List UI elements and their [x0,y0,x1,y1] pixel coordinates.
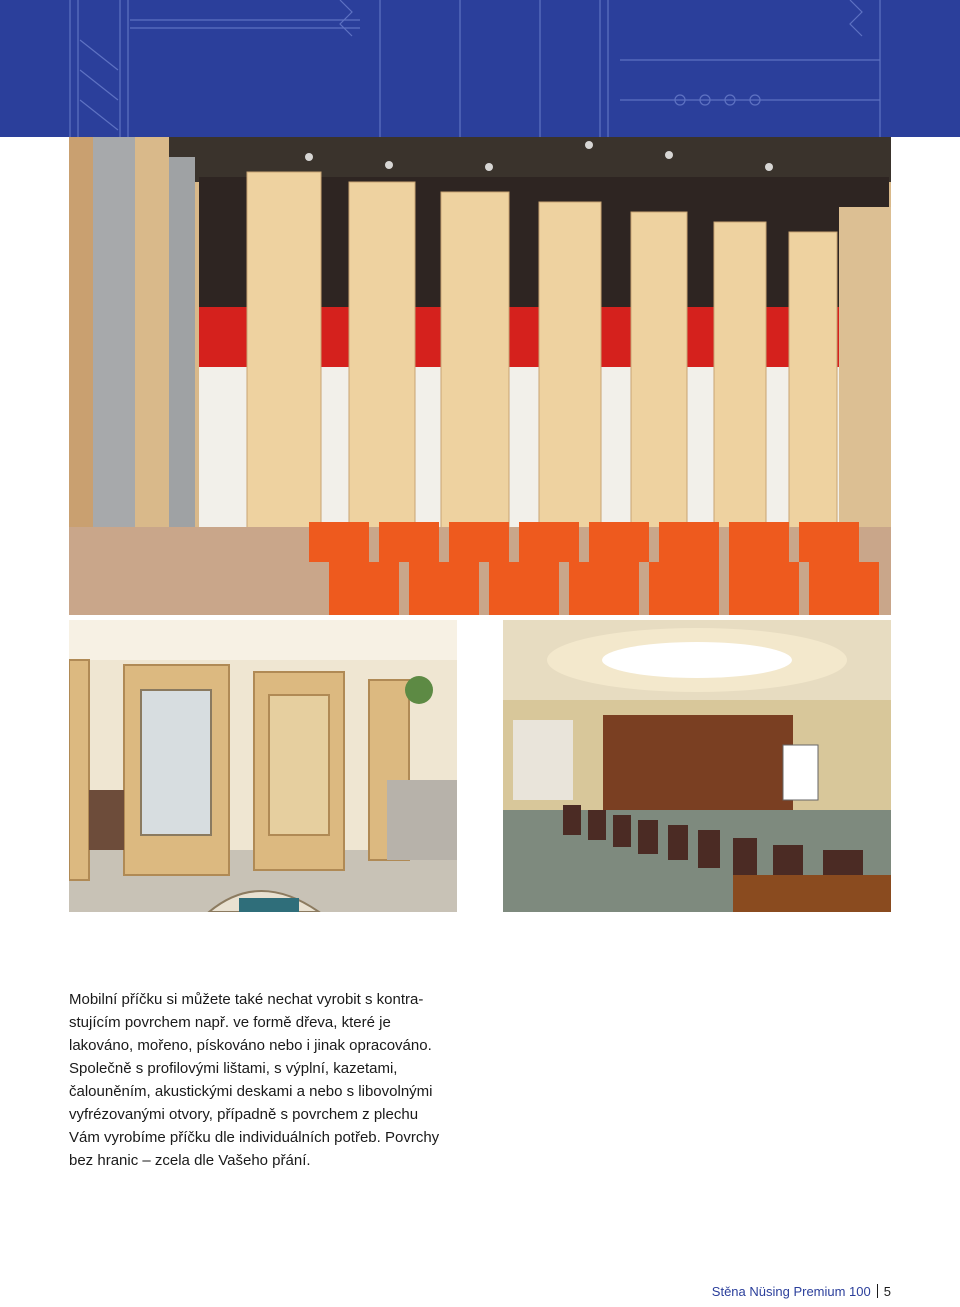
footer-divider [877,1284,878,1298]
header-band [0,0,960,137]
body-text-line: vyfrézovanými otvory, případně s povrchem z plechu [69,1106,419,1123]
body-text-line: bez hranic – zcela dle Vašeho přání. [69,1152,311,1169]
photo-wood-partitions-bar [69,620,457,912]
body-text-line: Společně s profilovými lištami, s výplní, kazetami, [69,1060,398,1077]
photo-hall-with-partition-walls [69,137,891,615]
page-number: 5 [883,1284,891,1299]
page-footer [712,1284,891,1299]
photo-conference-room [503,620,891,912]
body-text-line: čalouněním, akustickými deskami a nebo s libovolnými [69,1083,433,1100]
body-text-line: stujícím povrchem např. ve formě dřeva, které je [69,1014,391,1031]
body-text-line: lakováno, mořeno, pískováno nebo i jinak opracováno. [69,1037,432,1054]
blueprint-pattern [0,0,960,137]
body-text-line: Mobilní příčku si můžete také nechat vyrobit s kontra- [69,991,424,1008]
footer-title: Stěna Nüsing Premium 100 [711,1284,871,1299]
body-text [69,988,469,1172]
body-text-line: Vám vyrobíme příčku dle individuálních potřeb. Povrchy [69,1129,440,1146]
